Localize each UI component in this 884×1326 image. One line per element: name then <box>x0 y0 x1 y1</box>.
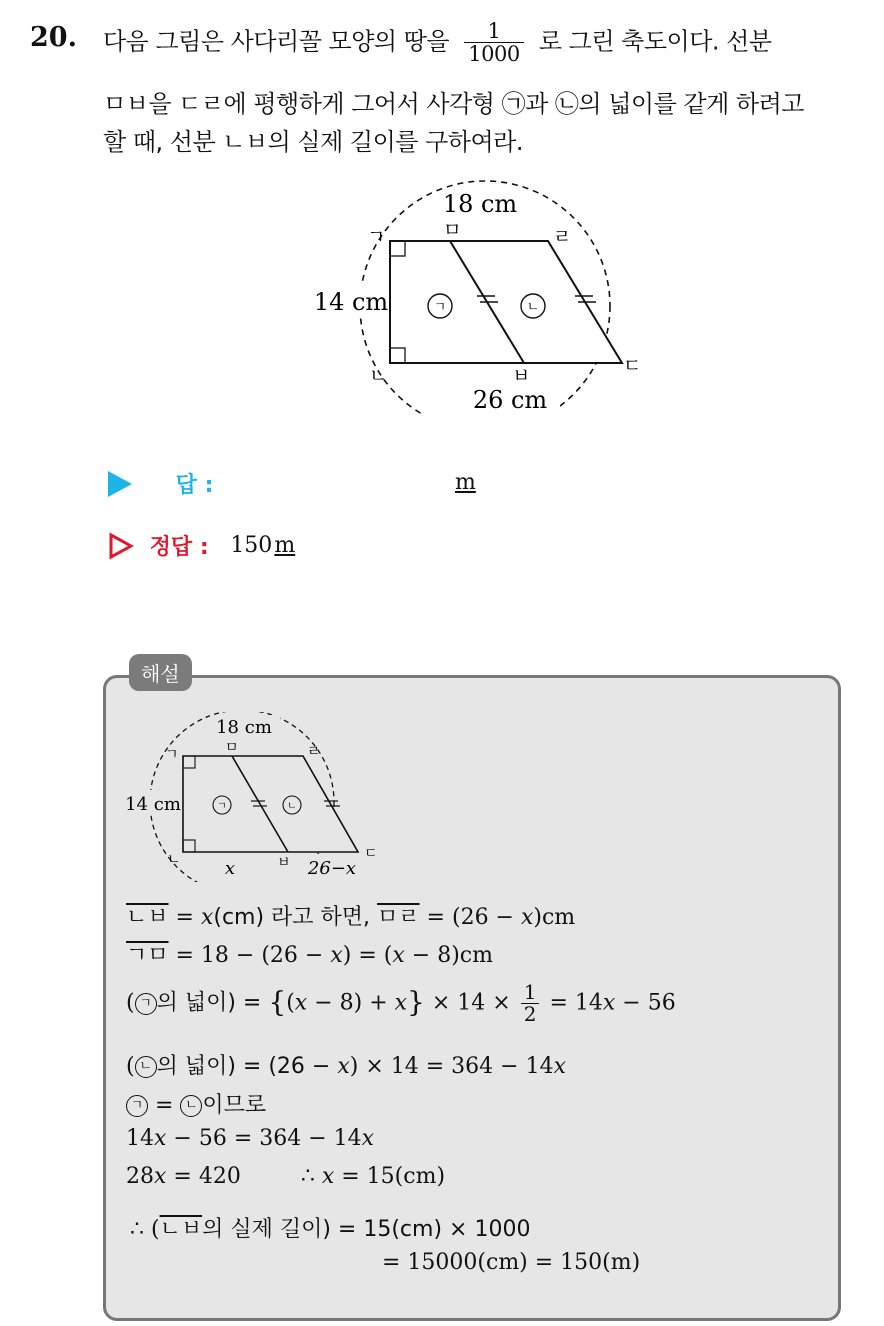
scale-numerator: 1 <box>487 19 501 43</box>
var-x: x <box>294 990 308 1016</box>
eq-part: 이므로 <box>202 1093 267 1118</box>
outline-triangle-icon <box>108 532 134 560</box>
answer-unit: m <box>455 470 476 495</box>
eq-part: 28 <box>126 1164 154 1189</box>
question-text-1b: 로 그린 축도이다. 선분 <box>538 27 772 56</box>
correct-value <box>230 533 295 558</box>
vertex-r: ㄹ <box>553 226 572 248</box>
vertex-d: ㄷ <box>364 846 378 862</box>
vertex-m: ㅁ <box>443 219 462 241</box>
vertex-d: ㄷ <box>623 355 642 377</box>
circled-n: ㄴ <box>180 1095 202 1117</box>
scale-denominator: 1000 <box>464 42 523 65</box>
question-line-2: ㅁㅂ을 ㄷㄹ에 평행하게 그어서 사각형 ㉠과 ㉡의 넓이를 같게 하려고 <box>103 90 804 118</box>
trapezoid-outline <box>183 756 358 852</box>
vertex-b: ㅂ <box>512 365 531 387</box>
eq-part: ( <box>126 990 135 1016</box>
label-14cm: 14 cm <box>125 794 181 815</box>
eq-part: 의 실제 길이) = 15(cm) × 1000 <box>202 1217 531 1242</box>
answer-row <box>108 468 213 499</box>
eq-part: = 15(cm) <box>334 1164 446 1189</box>
vertex-b: ㅂ <box>277 855 291 871</box>
eq-part: = (26 − <box>419 905 521 930</box>
eq-part: − 56 <box>615 990 676 1016</box>
segment-nb-label: ㄴㅂ <box>159 1217 203 1242</box>
var-x: x <box>392 943 405 968</box>
correct-number: 150 <box>230 533 273 558</box>
region-1-label: ㄱ <box>433 300 447 315</box>
eq-part: = 14 <box>542 990 603 1016</box>
eq-part: ) = ( <box>342 943 393 968</box>
eq-part: ) × 14 = 364 − 14 <box>349 1054 554 1079</box>
eq-part: − 8)cm <box>404 943 493 968</box>
solution-line-9: = 15000(cm) = 150(m) <box>382 1250 641 1275</box>
solution-line-3 <box>126 982 676 1025</box>
label-18cm: 18 cm <box>216 717 272 738</box>
var-x: x <box>553 1054 567 1079</box>
segment-nb-label: ㄴㅂ <box>126 905 169 930</box>
question-number: 20. <box>30 22 77 53</box>
fraction-numerator: 1 <box>523 980 537 1004</box>
var-x: x <box>154 1164 167 1189</box>
vertex-r: ㄹ <box>307 744 321 760</box>
play-triangle-icon <box>108 471 132 497</box>
circled-g: ㄱ <box>126 1095 148 1117</box>
vertex-g: ㄱ <box>165 747 179 763</box>
therefore-symbol: ∴ <box>300 1164 322 1189</box>
scale-fraction <box>464 20 523 65</box>
segment-gm-label: ㄱㅁ <box>126 943 169 968</box>
trapezoid-figure <box>305 180 650 415</box>
eq-part: 의 넓이) = <box>156 990 269 1016</box>
vertex-m: ㅁ <box>225 740 239 756</box>
question-line-1 <box>103 20 772 65</box>
correct-answer-row <box>108 530 295 561</box>
eq-part: = <box>168 905 201 930</box>
eq-part: − 8) + <box>307 990 395 1016</box>
vertex-g: ㄱ <box>367 226 386 248</box>
eq-part: × 14 × <box>424 990 518 1016</box>
var-x: x <box>321 1164 335 1189</box>
fraction-denominator: 2 <box>521 1003 540 1025</box>
segment-mr-label: ㅁㄹ <box>377 905 420 930</box>
solution-line-1 <box>126 900 575 931</box>
correct-label: 정답 : <box>149 535 209 560</box>
eq-part: (cm) 라고 하면, <box>213 905 378 930</box>
var-x: x <box>337 1054 350 1079</box>
eq-part: 의 넓이) = (26 − <box>156 1054 338 1079</box>
vertex-n: ㄴ <box>369 365 388 387</box>
eq-part: )cm <box>533 905 576 930</box>
circled-g: ㄱ <box>135 993 157 1015</box>
solution-line-7 <box>126 1164 445 1189</box>
eq-part: ∴ ( <box>130 1217 160 1242</box>
solution-line-6 <box>126 1126 374 1151</box>
solution-line-4 <box>126 1049 566 1080</box>
solution-line-5 <box>126 1088 266 1119</box>
eq-part: − 56 = 364 − 14 <box>166 1126 362 1151</box>
eq-part: = 420 <box>166 1164 241 1189</box>
eq-part: 14 <box>126 1126 154 1151</box>
correct-unit: m <box>274 533 296 558</box>
solution-tag: 해설 <box>129 654 192 691</box>
label-14cm: 14 cm <box>313 288 389 316</box>
solution-figure <box>120 712 390 882</box>
label-18cm: 18 cm <box>442 190 518 218</box>
var-x: x <box>200 905 214 930</box>
var-x: x <box>602 990 616 1016</box>
answer-label: 답 : <box>175 473 214 498</box>
brace-close: } <box>407 985 425 1019</box>
question-text-1a: 다음 그림은 사다리꼴 모양의 땅을 <box>103 27 450 56</box>
half-fraction <box>521 982 540 1025</box>
eq-part: ( <box>126 1054 135 1079</box>
var-x: x <box>394 990 408 1016</box>
label-x: x <box>224 858 236 879</box>
var-x: x <box>154 1126 167 1151</box>
var-x: x <box>361 1126 375 1151</box>
region-1-label: ㄱ <box>217 801 227 812</box>
eq-part: = 18 − (26 − <box>168 943 331 968</box>
vertex-n: ㄴ <box>167 852 181 868</box>
solution-line-8 <box>130 1212 530 1243</box>
label-26-minus-x: 26−x <box>307 858 357 879</box>
region-2-label: ㄴ <box>526 300 540 315</box>
eq-part: ( <box>286 990 295 1016</box>
label-26cm: 26 cm <box>472 386 548 414</box>
brace-open: { <box>268 985 287 1019</box>
var-x: x <box>330 943 343 968</box>
circled-n: ㄴ <box>135 1056 157 1078</box>
var-x: x <box>520 905 534 930</box>
solution-line-2 <box>126 938 493 969</box>
eq-part: = <box>148 1093 181 1118</box>
region-2-label: ㄴ <box>287 801 297 812</box>
question-line-3: 할 때, 선분 ㄴㅂ의 실제 길이를 구하여라. <box>103 128 523 156</box>
